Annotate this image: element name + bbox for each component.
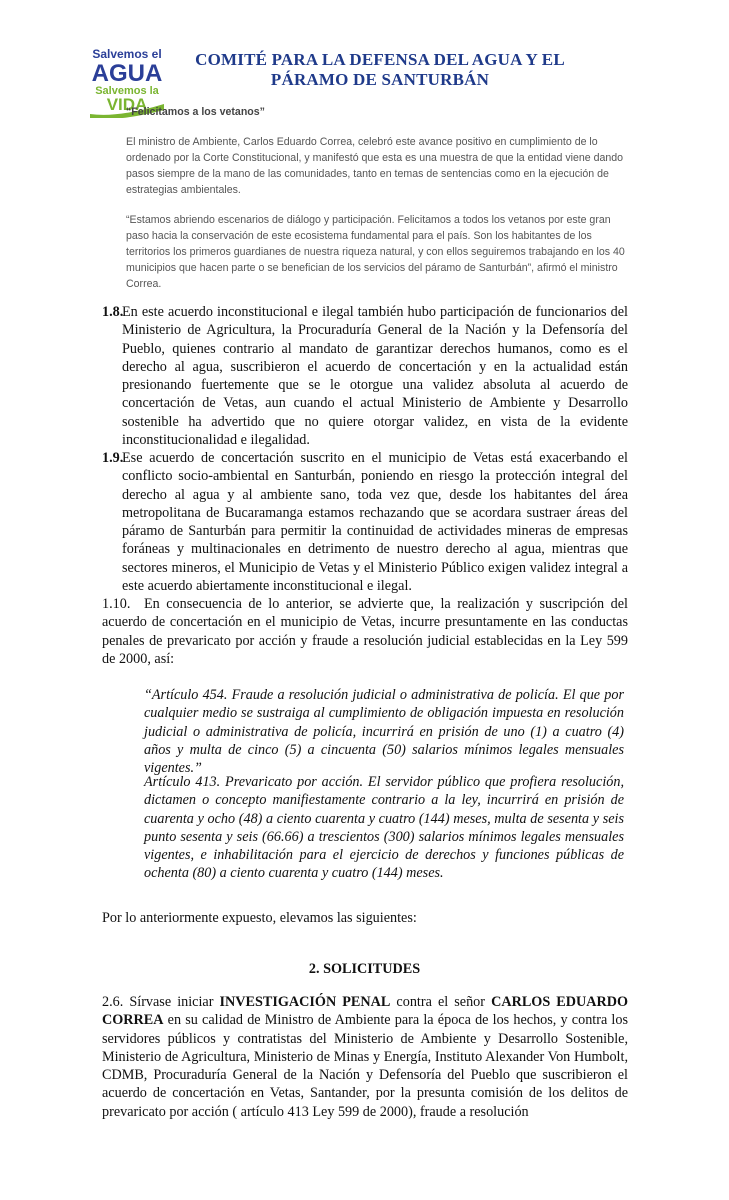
- clipping-paragraph-1: El ministro de Ambiente, Carlos Eduardo Correa, celebró este avance positivo en cumplimiento de lo ordenado por la Corte Constitucional, y manifestó que esta es una muestra de que la entidad viene dando pasos siempre de la mano de las comunidades, tanto en temas de sentencias como en la ejecución de estrategias ambientales.: [126, 136, 624, 196]
- request-text-rest: en su calidad de Ministro de Ambiente para la época de los hechos, y contra los servidores públicos y contratistas del Ministerio de Ambiente y Desarrollo Sostenible, Ministerio de Agricultura, Ministerio de Minas y Energía, Instituto Alexander Von Humbolt, CDMB, Procuraduría General de la Nación y Defensoría del Pueblo que suscribieron el acuerdo de concertación en Vetas, Santander, por la presunta comisión de los delitos de prevaricato por acción ( artículo 413 Ley 599 de 2000), fraude a resolución: [102, 1012, 628, 1120]
- request-text-pre: Sírvase iniciar: [129, 994, 220, 1010]
- svg-text:Salvemos la: Salvemos la: [95, 85, 159, 97]
- svg-text:AGUA: AGUA: [91, 60, 163, 87]
- paragraph-number: 1.10.: [102, 596, 131, 612]
- numbered-paragraph-1-9: [102, 449, 628, 595]
- paragraph-text: Ese acuerdo de concertación suscrito en el municipio de Vetas está exacerbando el conflicto socio-ambiental en Santurbán, poniendo en riesgo la protección integral del derecho al agua y al ambiente sano, toda vez que, desde los habitantes del área metropolitana de Bucaramanga estamos rechazando que se acordara sustraer áreas del páramo de Santurbán para permitir la continuidad de actividades mineras de empresas foráneas y multinacionales en detrimento de nuestro derecho al agua, mientras que sectores mineros, el Municipio de Vetas y el Ministerio Público exigen validez integral a este acuerdo abiertamente inconstitucional e ilegal.: [122, 450, 628, 595]
- paragraph-text: En consecuencia de lo anterior, se advierte que, la realización y suscripción del acuerdo de concertación en el municipio de Vetas, incurre presuntamente en las conductas penales de prevaricato por acción y fraude a resolución judicial establecidas en la Ley 599 de 2000, así:: [102, 596, 628, 667]
- request-text-mid: contra el señor: [390, 994, 492, 1010]
- clipping-paragraph-2: “Estamos abriendo escenarios de diálogo y participación. Felicitamos a todos los vetanos por este gran paso hacia la conservación de este ecosistema fundamental para el país. Son los habitantes de los territorios los primeros guardianes de nuestra riqueza natural, y con ellos seguiremos trabajando en los 40 municipios que hacen parte o se benefician de los servicios del páramo de Santurbán”, afirmó el ministro Correa.: [126, 214, 625, 290]
- numbered-paragraph-1-8: [102, 303, 628, 449]
- legal-quote-article-454: “Artículo 454. Fraude a resolución judicial o administrativa de policía. El que por cualquier medio se sustraiga al cumplimiento de obligación impuesta en resolución judicial o administrativa de policía, incurrirá en prisión de uno (1) a cuatro (4) años y multa de cinco (5) a cincuenta (50) salarios mínimos legales mensuales vigentes.”: [144, 687, 624, 777]
- numbered-paragraph-1-10: [102, 595, 628, 668]
- section-title: 2. SOLICITUDES: [308, 961, 421, 977]
- clipping-heading: “Felicitamos a los vetanos”: [126, 106, 265, 118]
- request-bold-investigation: INVESTIGACIÓN PENAL: [219, 994, 391, 1010]
- closing-line: Por lo anteriormente expuesto, elevamos las siguientes:: [102, 910, 417, 926]
- letterhead-title-line2: PÁRAMO DE SANTURBÁN: [270, 70, 490, 89]
- letterhead-title: [150, 50, 610, 90]
- svg-text:Salvemos el: Salvemos el: [92, 47, 162, 61]
- paragraph-text: En este acuerdo inconstitucional e ilegal también hubo participación de funcionarios del Ministerio de Agricultura, la Procuraduría General de la Nación y la Defensoría del Pueblo, quienes contrario al mandato de garantizar derechos humanos, como es el derecho al agua, suscribieron el acuerdo de concertación y en la actualidad están presionando fuertemente que se le otorgue una validez absoluta al acuerdo de concertación de Vetas, aun cuando el actual Ministerio de Ambiente y Desarrollo sostenible ha advertido que no quiere otorgar validez, en vista de la evidente inconstitucionalidad e ilegalidad.: [122, 304, 628, 449]
- legal-quote-article-413: Artículo 413. Prevaricato por acción. El servidor público que profiera resolución, dictamen o concepto manifiestamente contrario a la ley, incurrirá en prisión de cuarenta y ocho (48) a ciento cuarenta y cuatro (144) meses, multa de sesenta y seis punto sesenta y seis (66.66) a trescientos (300) salarios mínimos legales mensuales vigentes, e inhabilitación para el ejercicio de derechos y funciones públicas de ochenta (80) a ciento cuarenta y cuatro (144) meses.: [144, 774, 624, 882]
- request-bold-name: CARLOS EDUARDO CORREA: [102, 994, 629, 1029]
- letterhead-title-line1: COMITÉ PARA LA DEFENSA DEL AGUA Y EL: [195, 50, 565, 69]
- svg-text:VIDA: VIDA: [106, 95, 148, 114]
- paragraph-number: 1.9.: [102, 450, 124, 466]
- request-number: 2.6.: [102, 994, 124, 1010]
- news-clipping: [126, 104, 626, 306]
- paragraph-number: 1.8.: [102, 304, 124, 320]
- request-paragraph-2-6: [102, 993, 628, 1121]
